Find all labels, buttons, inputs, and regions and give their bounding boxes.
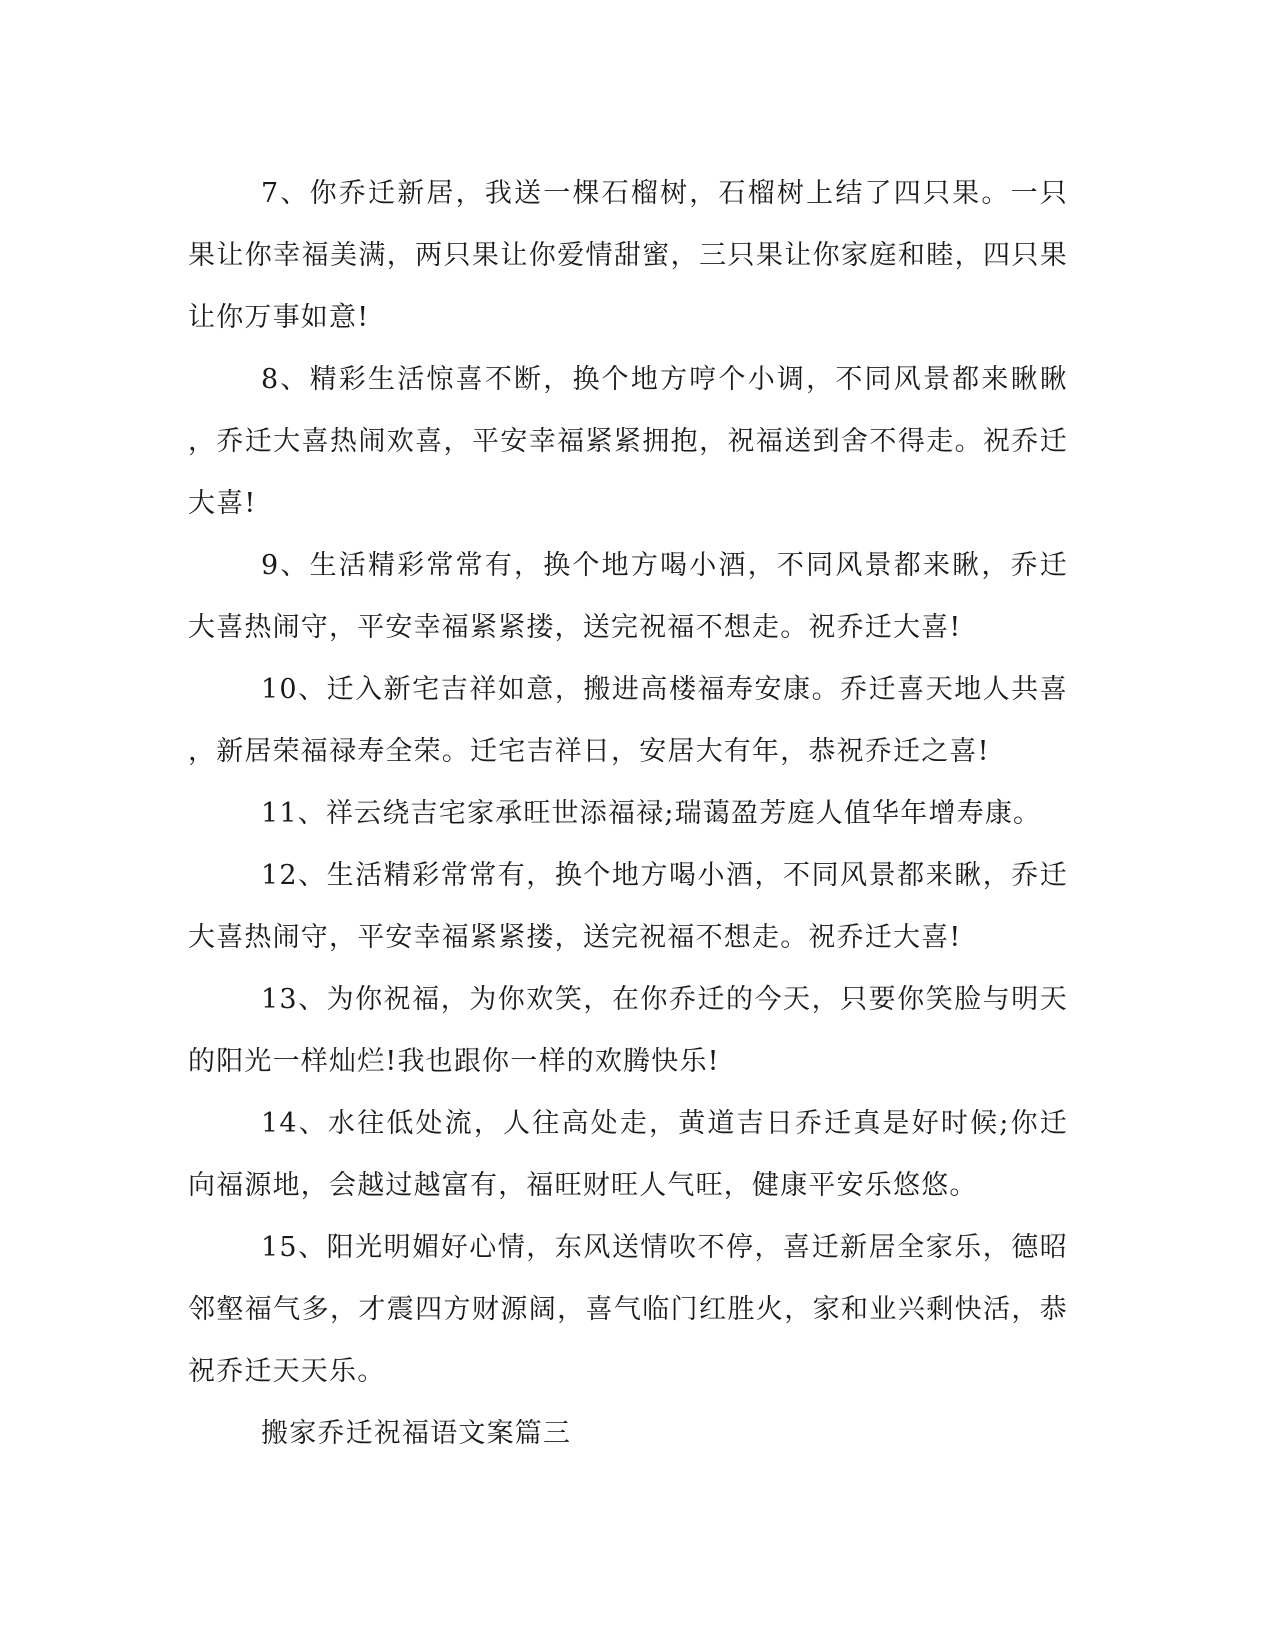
- paragraph-9: 9、生活精彩常常有，换个地方喝小酒，不同风景都来瞅，乔迁大喜热闹守，平安幸福紧紧搂，送完祝福不想走。祝乔迁大喜!: [188, 550, 1068, 643]
- paragraph-11: 11、祥云绕吉宅家承旺世添福禄;瑞蔼盈芳庭人值华年增寿康。: [261, 798, 1042, 829]
- paragraph-13: 13、为你祝福，为你欢笑，在你乔迁的今天，只要你笑脸与明天的阳光一样灿烂!我也跟你一样的欢腾快乐!: [188, 984, 1068, 1077]
- paragraph-7: 7、你乔迁新居，我送一棵石榴树，石榴树上结了四只果。一只果让你幸福美满，两只果让你爱情甜蜜，三只果让你家庭和睦，四只果让你万事如意!: [188, 178, 1068, 333]
- paragraph-15: 15、阳光明媚好心情，东风送情吹不停，喜迁新居全家乐，德昭邻壑福气多，才震四方财源阔，喜气临门红胜火，家和业兴剩快活，恭祝乔迁天天乐。: [188, 1232, 1068, 1387]
- paragraph-14: 14、水往低处流，人往高处走，黄道吉日乔迁真是好时候;你迁向福源地，会越过越富有，福旺财旺人气旺，健康平安乐悠悠。: [188, 1108, 1068, 1201]
- section-heading: 搬家乔迁祝福语文案篇三: [261, 1418, 572, 1449]
- paragraph-12: 12、生活精彩常常有，换个地方喝小酒，不同风景都来瞅，乔迁大喜热闹守，平安幸福紧紧搂，送完祝福不想走。祝乔迁大喜!: [188, 860, 1068, 953]
- paragraph-10: 10、迁入新宅吉祥如意，搬进高楼福寿安康。乔迁喜天地人共喜，新居荣福禄寿全荣。迁宅吉祥日，安居大有年，恭祝乔迁之喜!: [188, 674, 1068, 767]
- document-body: [188, 163, 1068, 1465]
- paragraph-8: 8、精彩生活惊喜不断，换个地方哼个小调，不同风景都来瞅瞅，乔迁大喜热闹欢喜，平安幸福紧紧拥抱，祝福送到舍不得走。祝乔迁大喜!: [188, 364, 1068, 519]
